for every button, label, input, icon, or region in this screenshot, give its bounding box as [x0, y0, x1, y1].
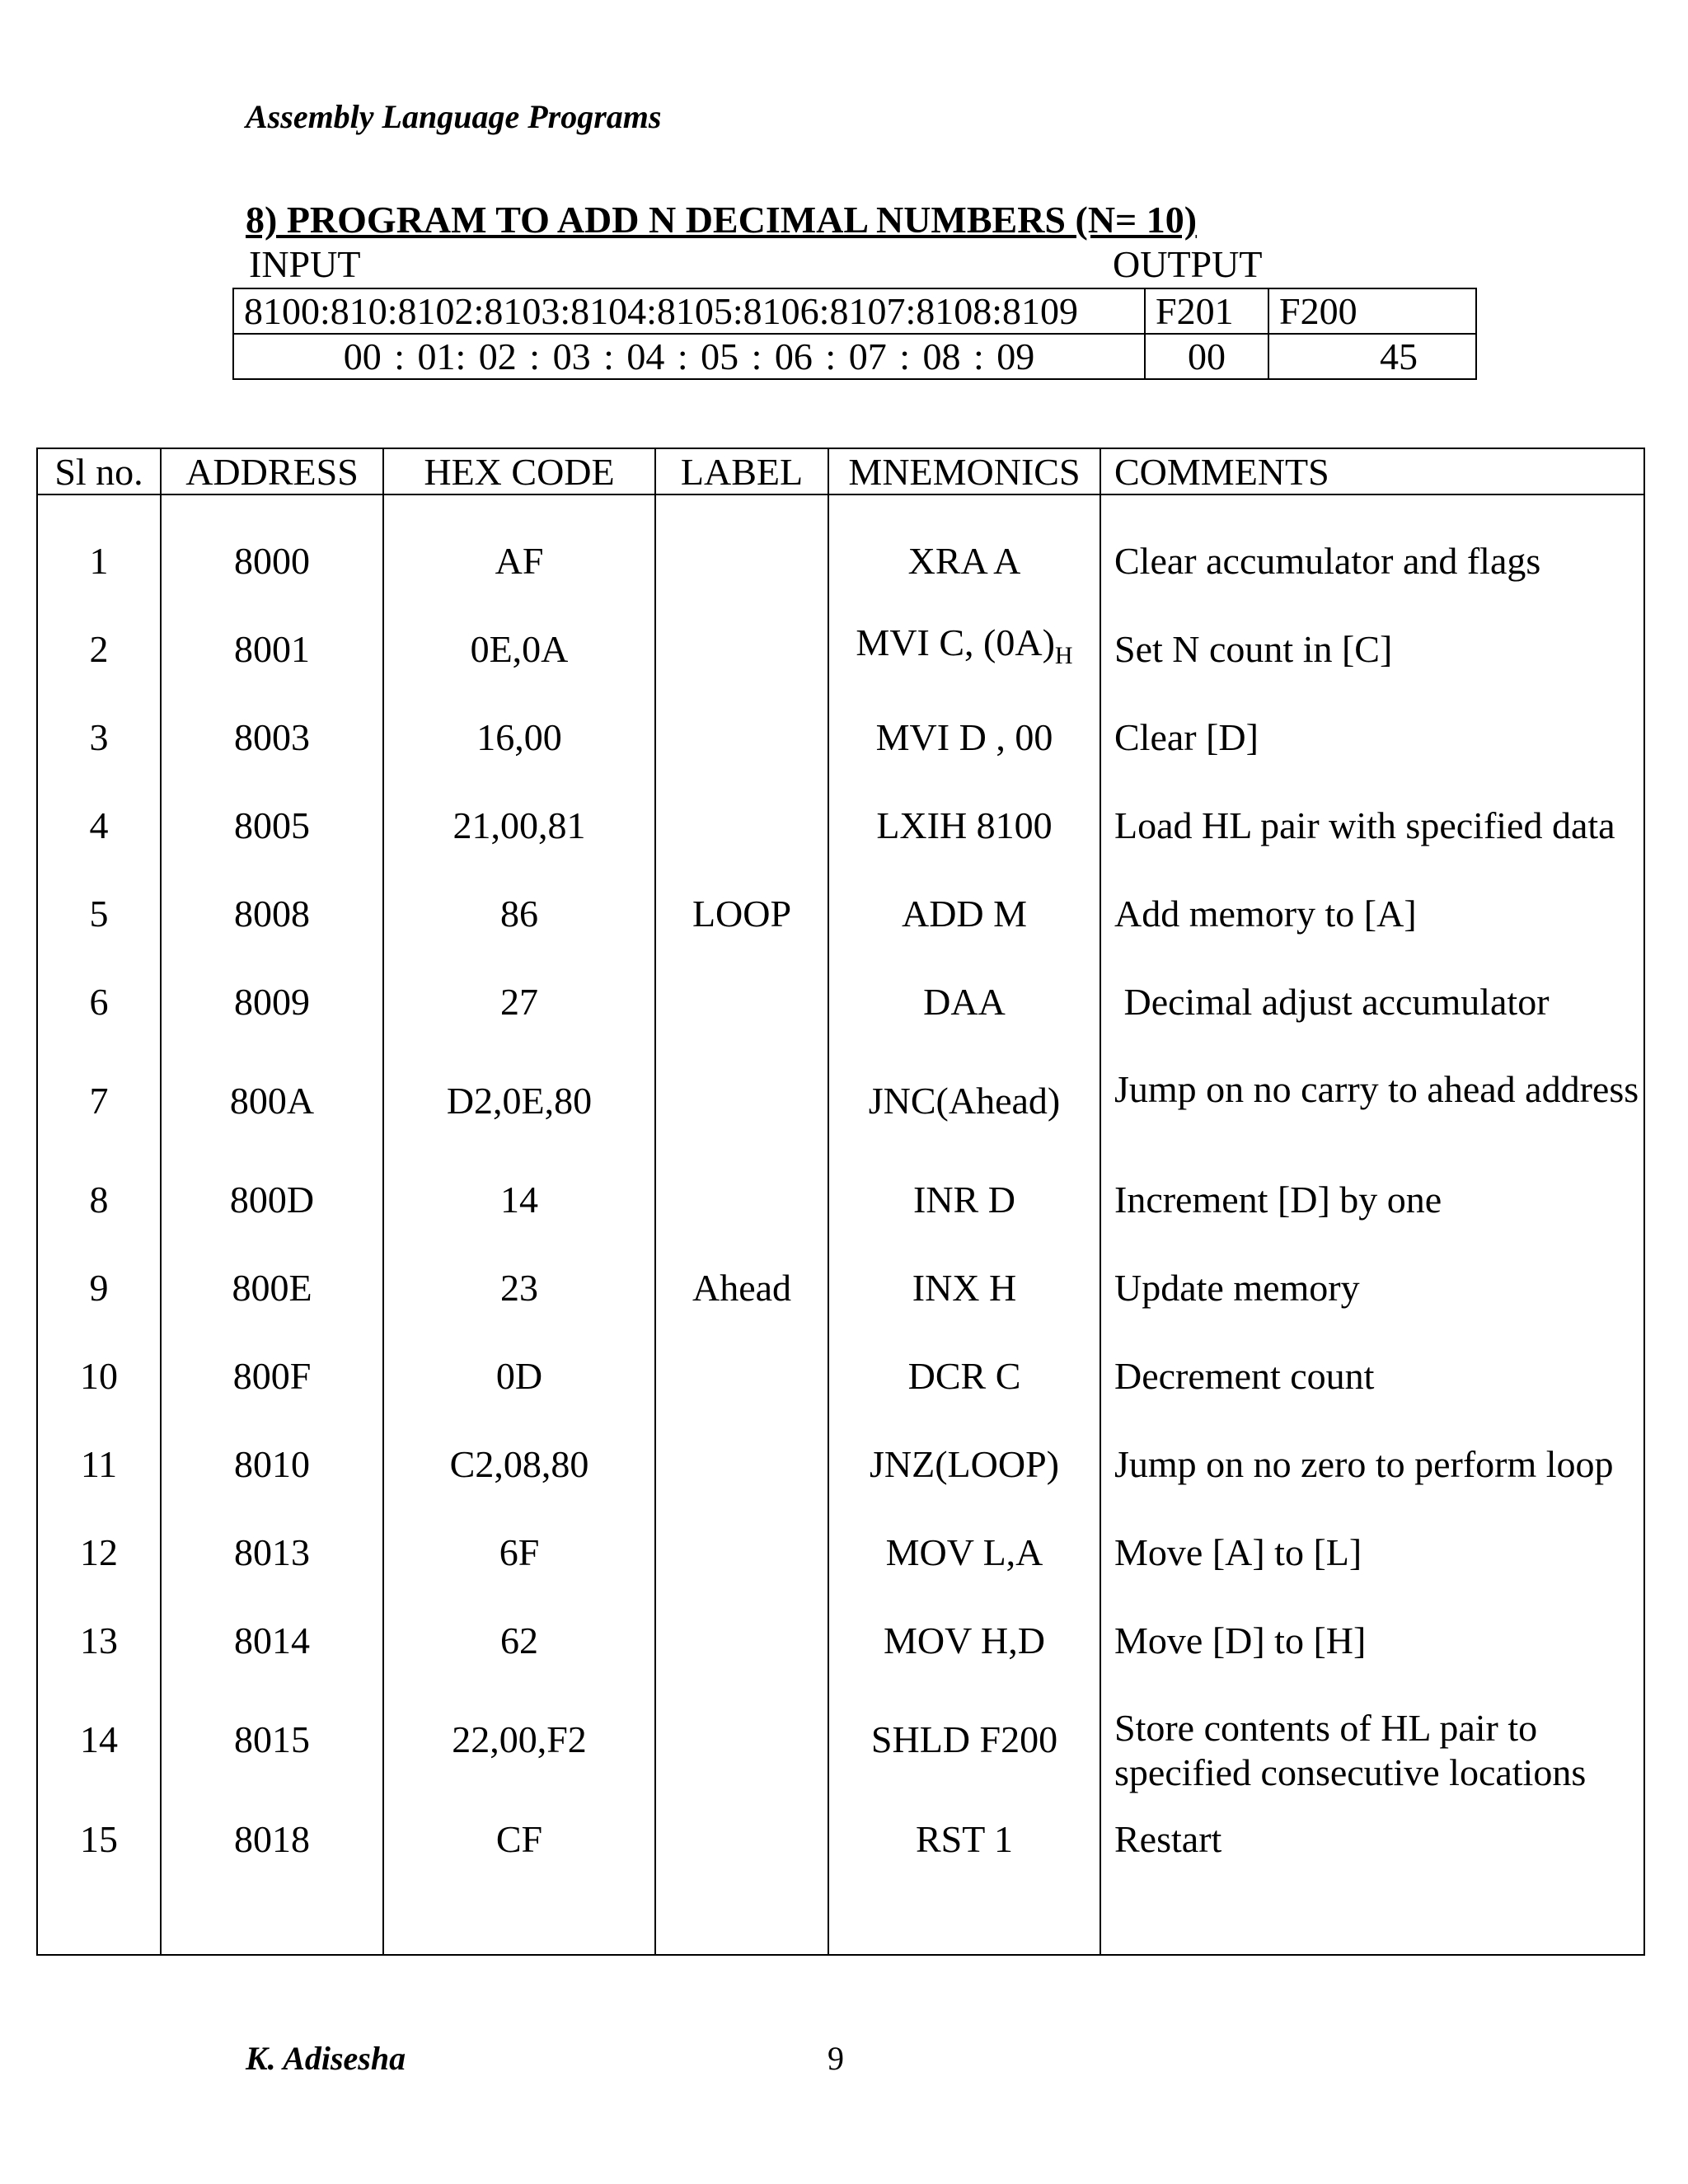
cell-sl: 5: [37, 869, 161, 958]
cell-comment: Add memory to [A]: [1100, 869, 1644, 958]
cell-mnemonic: JNZ(LOOP): [828, 1420, 1100, 1508]
cell-sl: 15: [37, 1795, 161, 1883]
mnemonic-text: MVI C, (0A): [856, 621, 1055, 663]
table-row: [37, 605, 1644, 693]
io-value-row: [233, 334, 1476, 379]
table-row: [37, 1596, 1644, 1685]
output-label: OUTPUT: [1113, 243, 1263, 285]
cell-comment: Store contents of HL pair to specified consecutive locations: [1100, 1685, 1644, 1795]
io-table: [232, 288, 1477, 380]
cell-sl: 7: [37, 1046, 161, 1155]
cell-address: 8018: [161, 1795, 383, 1883]
cell-mnemonic: SHLD F200: [828, 1685, 1100, 1795]
cell-mnemonic: INX H: [828, 1244, 1100, 1332]
table-row: [37, 958, 1644, 1046]
cell-address: 8005: [161, 781, 383, 869]
cell-address: 800A: [161, 1046, 383, 1155]
output-address-2: F200: [1268, 288, 1476, 334]
table-row: [37, 1795, 1644, 1883]
cell-comment: Clear accumulator and flags: [1100, 517, 1644, 605]
table-row: [37, 1332, 1644, 1420]
cell-hex: 27: [383, 958, 655, 1046]
cell-sl: 2: [37, 605, 161, 693]
running-header: Assembly Language Programs: [246, 98, 662, 135]
header-label: LABEL: [655, 448, 828, 494]
cell-sl: 6: [37, 958, 161, 1046]
io-address-row: [233, 288, 1476, 334]
cell-hex: 16,00: [383, 693, 655, 781]
cell-label: Ahead: [655, 1244, 828, 1332]
cell-mnemonic: RST 1: [828, 1795, 1100, 1883]
table-row: [37, 1155, 1644, 1244]
table-row: [37, 1046, 1644, 1155]
cell-label: [655, 1420, 828, 1508]
table-row: [37, 693, 1644, 781]
cell-hex: CF: [383, 1795, 655, 1883]
cell-hex: 6F: [383, 1508, 655, 1596]
cell-label: [655, 693, 828, 781]
cell-hex: 21,00,81: [383, 781, 655, 869]
cell-address: 8000: [161, 517, 383, 605]
cell-mnemonic: LXIH 8100: [828, 781, 1100, 869]
table-row: [37, 1420, 1644, 1508]
cell-mnemonic: [828, 605, 1100, 693]
table-row: [37, 1685, 1644, 1795]
cell-label: [655, 605, 828, 693]
cell-address: 800D: [161, 1155, 383, 1244]
table-row: [37, 1508, 1644, 1596]
cell-address: 800E: [161, 1244, 383, 1332]
cell-label: [655, 1596, 828, 1685]
cell-sl: 8: [37, 1155, 161, 1244]
cell-hex: 86: [383, 869, 655, 958]
cell-label: [655, 1332, 828, 1420]
cell-hex: 0D: [383, 1332, 655, 1420]
cell-address: 8010: [161, 1420, 383, 1508]
cell-sl: 4: [37, 781, 161, 869]
cell-sl: 14: [37, 1685, 161, 1795]
cell-hex: 62: [383, 1596, 655, 1685]
table-row: [37, 869, 1644, 958]
header-address: ADDRESS: [161, 448, 383, 494]
cell-label: [655, 1155, 828, 1244]
cell-comment: Jump on no carry to ahead address: [1100, 1046, 1644, 1155]
cell-comment: Move [D] to [H]: [1100, 1596, 1644, 1685]
cell-comment: Load HL pair with specified data: [1100, 781, 1644, 869]
cell-label: [655, 958, 828, 1046]
cell-label: [655, 781, 828, 869]
cell-label: [655, 517, 828, 605]
cell-address: 800F: [161, 1332, 383, 1420]
page-number: 9: [828, 2040, 844, 2077]
table-header-row: [37, 448, 1644, 494]
cell-hex: D2,0E,80: [383, 1046, 655, 1155]
cell-hex: C2,08,80: [383, 1420, 655, 1508]
program-table: [36, 448, 1645, 1956]
cell-mnemonic: JNC(Ahead): [828, 1046, 1100, 1155]
output-address-1: F201: [1145, 288, 1268, 334]
input-addresses: 8100:810:8102:8103:8104:8105:8106:8107:8108:8109: [233, 288, 1145, 334]
cell-label: [655, 1685, 828, 1795]
cell-address: 8008: [161, 869, 383, 958]
table-row: [37, 781, 1644, 869]
output-value-1: 00: [1145, 334, 1268, 379]
cell-hex: 22,00,F2: [383, 1685, 655, 1795]
cell-sl: 13: [37, 1596, 161, 1685]
cell-comment: Decimal adjust accumulator: [1100, 958, 1644, 1046]
cell-label: [655, 1046, 828, 1155]
output-value-2: 45: [1268, 334, 1476, 379]
cell-hex: 14: [383, 1155, 655, 1244]
header-sl-no: Sl no.: [37, 448, 161, 494]
cell-mnemonic: XRA A: [828, 517, 1100, 605]
cell-address: 8015: [161, 1685, 383, 1795]
footer-author: K. Adisesha: [246, 2040, 406, 2077]
cell-hex: 23: [383, 1244, 655, 1332]
table-row: [37, 517, 1644, 605]
header-comments: COMMENTS: [1100, 448, 1644, 494]
cell-comment: Set N count in [C]: [1100, 605, 1644, 693]
cell-sl: 11: [37, 1420, 161, 1508]
input-values: 00 : 01: 02 : 03 : 04 : 05 : 06 : 07 : 08 : 09: [233, 334, 1145, 379]
cell-mnemonic: MOV H,D: [828, 1596, 1100, 1685]
cell-address: 8003: [161, 693, 383, 781]
cell-mnemonic: DAA: [828, 958, 1100, 1046]
mnemonic-subscript: H: [1054, 641, 1073, 669]
cell-sl: 10: [37, 1332, 161, 1420]
cell-mnemonic: DCR C: [828, 1332, 1100, 1420]
cell-mnemonic: ADD M: [828, 869, 1100, 958]
cell-address: 8014: [161, 1596, 383, 1685]
cell-label: LOOP: [655, 869, 828, 958]
table-bottom-padding: [37, 1883, 1644, 1955]
cell-mnemonic: MOV L,A: [828, 1508, 1100, 1596]
cell-sl: 3: [37, 693, 161, 781]
cell-sl: 1: [37, 517, 161, 605]
header-hex-code: HEX CODE: [383, 448, 655, 494]
header-mnemonics: MNEMONICS: [828, 448, 1100, 494]
cell-sl: 12: [37, 1508, 161, 1596]
cell-label: [655, 1508, 828, 1596]
cell-mnemonic: MVI D , 00: [828, 693, 1100, 781]
cell-address: 8013: [161, 1508, 383, 1596]
cell-sl: 9: [37, 1244, 161, 1332]
cell-comment: Clear [D]: [1100, 693, 1644, 781]
cell-comment: Move [A] to [L]: [1100, 1508, 1644, 1596]
cell-comment: Update memory: [1100, 1244, 1644, 1332]
cell-hex: 0E,0A: [383, 605, 655, 693]
cell-label: [655, 1795, 828, 1883]
cell-address: 8009: [161, 958, 383, 1046]
table-spacer: [37, 494, 1644, 517]
cell-comment: Decrement count: [1100, 1332, 1644, 1420]
table-row: [37, 1244, 1644, 1332]
cell-mnemonic: INR D: [828, 1155, 1100, 1244]
cell-comment: Jump on no zero to perform loop: [1100, 1420, 1644, 1508]
cell-hex: AF: [383, 517, 655, 605]
cell-comment: Restart: [1100, 1795, 1644, 1883]
program-title: 8) PROGRAM TO ADD N DECIMAL NUMBERS (N= 10): [246, 199, 1198, 241]
cell-comment: Increment [D] by one: [1100, 1155, 1644, 1244]
cell-address: 8001: [161, 605, 383, 693]
input-label: INPUT: [249, 243, 361, 285]
